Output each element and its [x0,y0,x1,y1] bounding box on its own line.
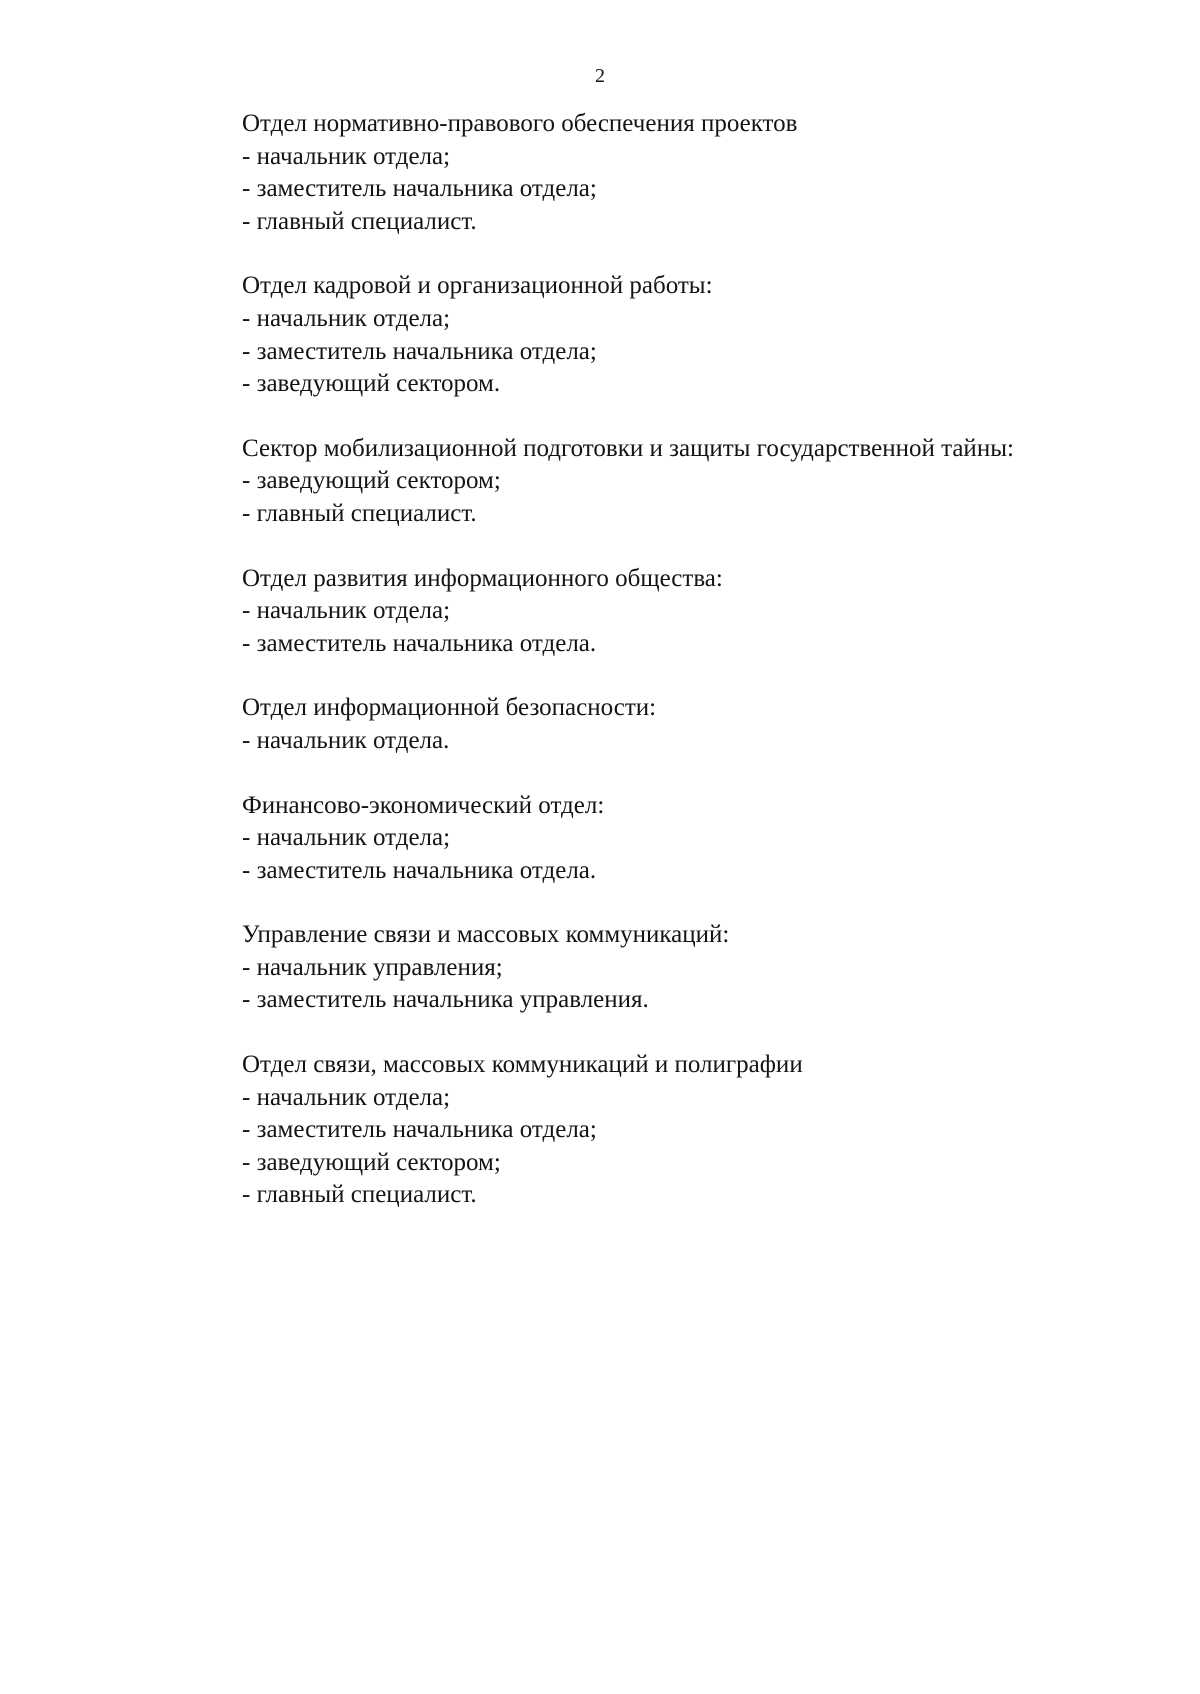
list-item: - заместитель начальника отдела. [242,856,597,884]
list-item: - начальник отдела; [242,142,451,170]
section-communications-directorate [242,919,1142,1017]
list-item: - главный специалист. [242,1181,477,1209]
list-item: - начальник отдела; [242,597,451,625]
list-item: - заместитель начальника отдела; [242,337,597,365]
list-item: - заместитель начальника управления. [242,986,649,1014]
section-title: Отдел связи, массовых коммуникаций и полиграфии [242,1051,803,1079]
page-number: 2 [595,65,605,87]
section-finance [242,790,1142,888]
list-item: - заместитель начальника отдела; [242,175,597,203]
list-item: - начальник отдела; [242,824,451,852]
list-item: - заведующий сектором; [242,467,501,495]
list-item: - начальник отдела. [242,726,450,754]
list-item: - начальник управления; [242,953,503,981]
list-item: - главный специалист. [242,207,477,235]
list-item: - главный специалист. [242,499,477,527]
list-item: - начальник отдела; [242,1083,451,1111]
section-title: Управление связи и массовых коммуникаций: [242,921,730,949]
section-communications-printing [242,1049,1142,1212]
list-item: - заведующий сектором; [242,1148,501,1176]
list-item: - заведующий сектором. [242,370,501,398]
list-item: - начальник отдела; [242,304,451,332]
section-information-security [242,692,1142,757]
section-list [242,108,1142,1244]
section-mobilization [242,433,1142,531]
list-item: - заместитель начальника отдела. [242,629,597,657]
section-title: Финансово-экономический отдел: [242,791,605,819]
section-title: Отдел информационной безопасности: [242,694,657,722]
section-information-society [242,563,1142,661]
section-title: Сектор мобилизационной подготовки и защиты государственной тайны: [242,434,1014,462]
section-personnel [242,270,1142,400]
section-title: Отдел развития информационного общества: [242,564,723,592]
section-normative-legal [242,108,1142,238]
section-title: Отдел нормативно-правового обеспечения проектов [242,110,798,137]
list-item: - заместитель начальника отдела; [242,1116,597,1144]
section-title: Отдел кадровой и организационной работы: [242,272,713,300]
